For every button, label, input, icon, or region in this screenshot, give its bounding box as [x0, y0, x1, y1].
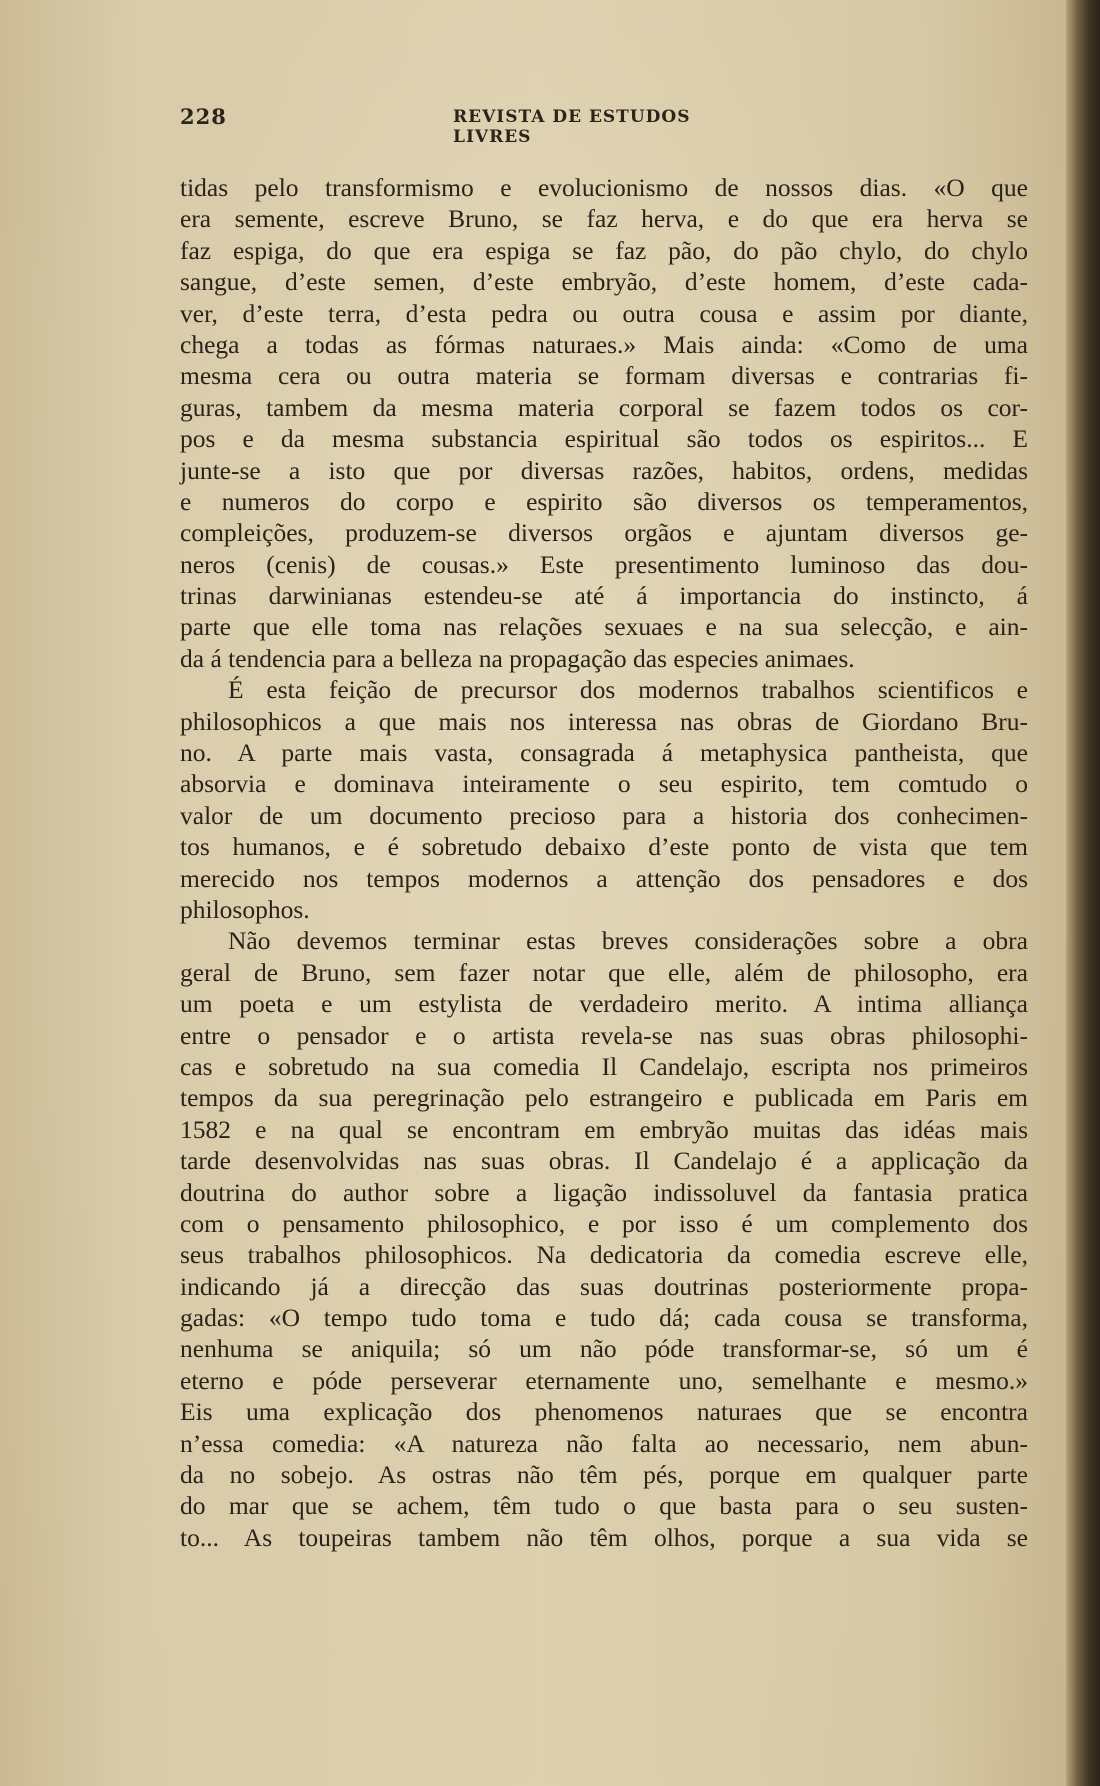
text-line: e numeros do corpo e espirito são diversos os temperamentos, [180, 486, 1028, 516]
running-head: REVISTA DE ESTUDOS LIVRES [453, 107, 691, 147]
text-line: tempos da sua peregrinação pelo estrangeiro e publicada em Paris em [180, 1083, 1028, 1113]
text-line: eterno e póde perseverar eternamente uno, semelhante e mesmo.» [180, 1365, 1028, 1395]
text-line: era semente, escreve Bruno, se faz herva, e do que era herva se [180, 204, 1028, 234]
text-line: n’essa comedia: «A natureza não falta ao necessario, nem abun- [180, 1428, 1028, 1458]
text-line: entre o pensador e o artista revela-se nas suas obras philosophi- [180, 1020, 1028, 1050]
text-line: junte-se a isto que por diversas razões, habitos, ordens, medidas [180, 455, 1028, 485]
text-line: faz espiga, do que era espiga se faz pão, do pão chylo, do chylo [180, 235, 1028, 265]
text-line: valor de um documento precioso para a historia dos conhecimen- [180, 800, 1028, 830]
text-line: parte que elle toma nas relações sexuaes e na sua selecção, e ain- [180, 612, 1028, 642]
text-line: Não devemos terminar estas breves considerações sobre a obra [228, 926, 1028, 956]
text-line: absorvia e dominava inteiramente o seu espirito, tem comtudo o [180, 769, 1028, 799]
text-line: doutrina do author sobre a ligação indissoluvel da fantasia pratica [180, 1177, 1028, 1207]
text-line: gadas: «O tempo tudo toma e tudo dá; cada cousa se transforma, [180, 1303, 1028, 1333]
text-line: ver, d’este terra, d’esta pedra ou outra cousa e assim por diante, [180, 298, 1028, 328]
text-line: philosophicos a que mais nos interessa nas obras de Giordano Bru- [180, 706, 1028, 736]
page-number: 228 [180, 104, 227, 129]
text-line: tarde desenvolvidas nas suas obras. Il Candelajo é a applicação da [180, 1146, 1028, 1176]
text-line: 1582 e na qual se encontram em embryão muitas das idéas mais [180, 1114, 1028, 1144]
text-line: pos e da mesma substancia espiritual são todos os espiritos... E [180, 424, 1028, 454]
text-line: mesma cera ou outra materia se formam diversas e contrarias fi- [180, 361, 1028, 391]
text-line: tos humanos, e é sobretudo debaixo d’este ponto de vista que tem [180, 832, 1028, 862]
text-line: com o pensamento philosophico, e por isso é um complemento dos [180, 1208, 1028, 1238]
text-line: da á tendencia para a belleza na propagação das especies animaes. [180, 643, 855, 673]
text-line: É esta feição de precursor dos modernos trabalhos scientificos e [228, 675, 1028, 705]
text-line: philosophos. [180, 894, 310, 924]
text-line: indicando já a direcção das suas doutrinas posteriormente propa- [180, 1271, 1028, 1301]
text-line: to... As toupeiras tambem não têm olhos, porque a sua vida se [180, 1522, 1028, 1552]
book-spine-shadow [1066, 0, 1100, 1786]
page-header [180, 104, 750, 147]
text-line: merecido nos tempos modernos a attenção dos pensadores e dos [180, 863, 1028, 893]
text-line: no. A parte mais vasta, consagrada á metaphysica pantheista, que [180, 738, 1028, 768]
text-line: Eis uma explicação dos phenomenos naturaes que se encontra [180, 1397, 1028, 1427]
text-line: compleições, produzem-se diversos orgãos e ajuntam diversos ge- [180, 518, 1028, 548]
text-line: tidas pelo transformismo e evolucionismo de nossos dias. «O que [180, 173, 1028, 202]
text-line: do mar que se achem, têm tudo o que basta para o seu susten- [180, 1491, 1028, 1521]
text-line: guras, tambem da mesma materia corporal se fazem todos os cor- [180, 392, 1028, 422]
text-line: cas e sobretudo na sua comedia Il Candelajo, escripta nos primeiros [180, 1051, 1028, 1081]
text-line: sangue, d’este semen, d’este embryão, d’este homem, d’este cada- [180, 267, 1028, 297]
text-line: um poeta e um estylista de verdadeiro merito. A intima alliança [180, 989, 1028, 1019]
text-line: geral de Bruno, sem fazer notar que elle, além de philosopho, era [180, 957, 1028, 987]
text-line: seus trabalhos philosophicos. Na dedicatoria da comedia escreve elle, [180, 1240, 1028, 1270]
text-line: da no sobejo. As ostras não têm pés, porque em qualquer parte [180, 1460, 1028, 1490]
text-line: chega a todas as fórmas naturaes.» Mais ainda: «Como de uma [180, 329, 1028, 359]
text-line: nenhuma se aniquila; só um não póde transformar-se, só um é [180, 1334, 1028, 1364]
text-line: neros (cenis) de cousas.» Este presentimento luminoso das dou- [180, 549, 1028, 579]
text-line: trinas darwinianas estendeu-se até á importancia do instincto, á [180, 581, 1028, 611]
body-text [180, 172, 1028, 1553]
